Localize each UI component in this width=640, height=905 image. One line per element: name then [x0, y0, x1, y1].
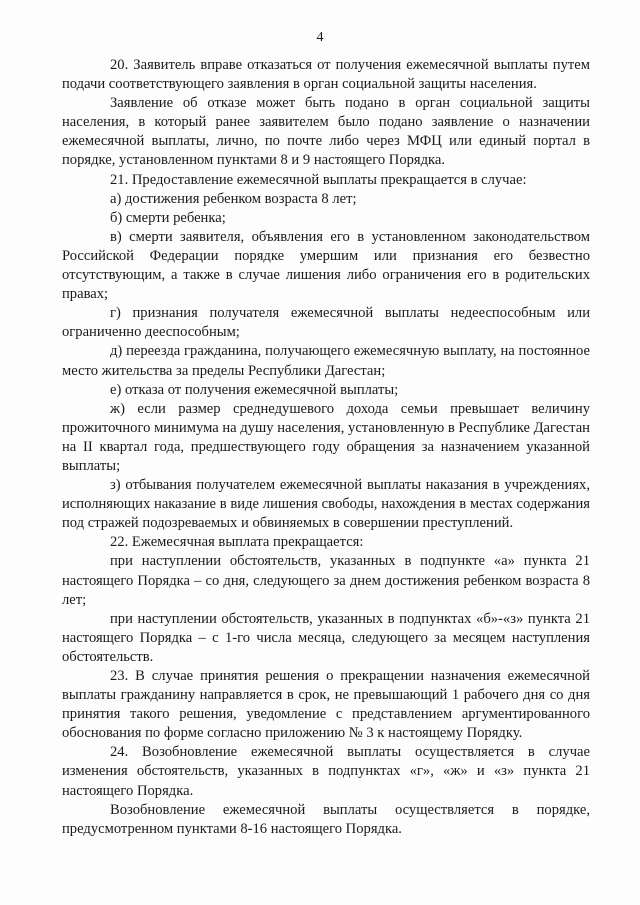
subitem-21g: г) признания получателя ежемесячной выплаты недееспособным или ограниченно дееспособным;: [62, 305, 590, 341]
paragraph-21: 21. Предоставление ежемесячной выплаты прекращается в случае:: [110, 171, 527, 188]
paragraph-22: 22. Ежемесячная выплата прекращается:: [110, 534, 364, 551]
paragraph-23: 23. В случае принятия решения о прекращении назначения ежемесячной выплаты гражданину направляется в срок, не превышающий 1 рабочего дня со дня принятия такого решения, уведомление с представлением аргументированного обоснования по форме согласно приложению № 3 к настоящему Порядку.: [62, 668, 590, 742]
page-number: 4: [316, 30, 324, 45]
subitem-21z: з) отбывания получателем ежемесячной выплаты наказания в учреждениях, исполняющих наказание в виде лишения свободы, нахождения в местах содержания под стражей подозреваемых и обвиняемых в совершении преступлений.: [62, 477, 590, 532]
paragraph-20: 20. Заявитель вправе отказаться от получения ежемесячной выплаты путем подачи соответствующего заявления в орган социальной защиты населения.: [62, 57, 590, 93]
subitem-21a: а) достижения ребенком возраста 8 лет;: [110, 190, 357, 207]
subitem-21zh: ж) если размер среднедушевого дохода семьи превышает величину прожиточного минимума на душу населения, установленную в Республике Дагестан на II квартал года, предшествующего году обращения за назначением указанной выплаты;: [62, 400, 590, 474]
paragraph-24: 24. Возобновление ежемесячной выплаты осуществляется в случае изменения обстоятельств, указанных в подпунктах «г», «ж» и «з» пункта 21 настоящего Порядка.: [62, 744, 590, 799]
subitem-21e: е) отказа от получения ежемесячной выплаты;: [110, 381, 399, 398]
paragraph-refusal-application: Заявление об отказе может быть подано в орган социальной защиты населения, в который ранее заявителем было подано заявление о назначении ежемесячной выплаты, лично, по почте либо через МФЦ или единый портал в порядке, установленном пунктами 8 и 9 настоящего Порядка.: [62, 95, 590, 169]
subitem-21b: б) смерти ребенка;: [110, 209, 226, 226]
paragraph-resumption-order: Возобновление ежемесячной выплаты осуществляется в порядке, предусмотренном пунктами 8-16 настоящего Порядка.: [62, 801, 590, 837]
paragraph-22-case-b-z: при наступлении обстоятельств, указанных в подпунктах «б»-«з» пункта 21 настоящего Порядка – с 1-го числа месяца, следующего за месяцем наступления обстоятельств.: [62, 610, 590, 665]
paragraph-22-case-a: при наступлении обстоятельств, указанных в подпункте «а» пункта 21 настоящего Порядка – со дня, следующего за днем достижения ребенком возраста 8 лет;: [62, 553, 590, 608]
document-body: [62, 56, 590, 839]
subitem-21d: д) переезда гражданина, получающего ежемесячную выплату, на постоянное место жительства за пределы Республики Дагестан;: [62, 343, 590, 379]
subitem-21v: в) смерти заявителя, объявления его в установленном законодательством Российской Федерации порядке умершим или признания его безвестно отсутствующим, а также в случае лишения либо ограничения его в родительских правах;: [62, 228, 590, 303]
